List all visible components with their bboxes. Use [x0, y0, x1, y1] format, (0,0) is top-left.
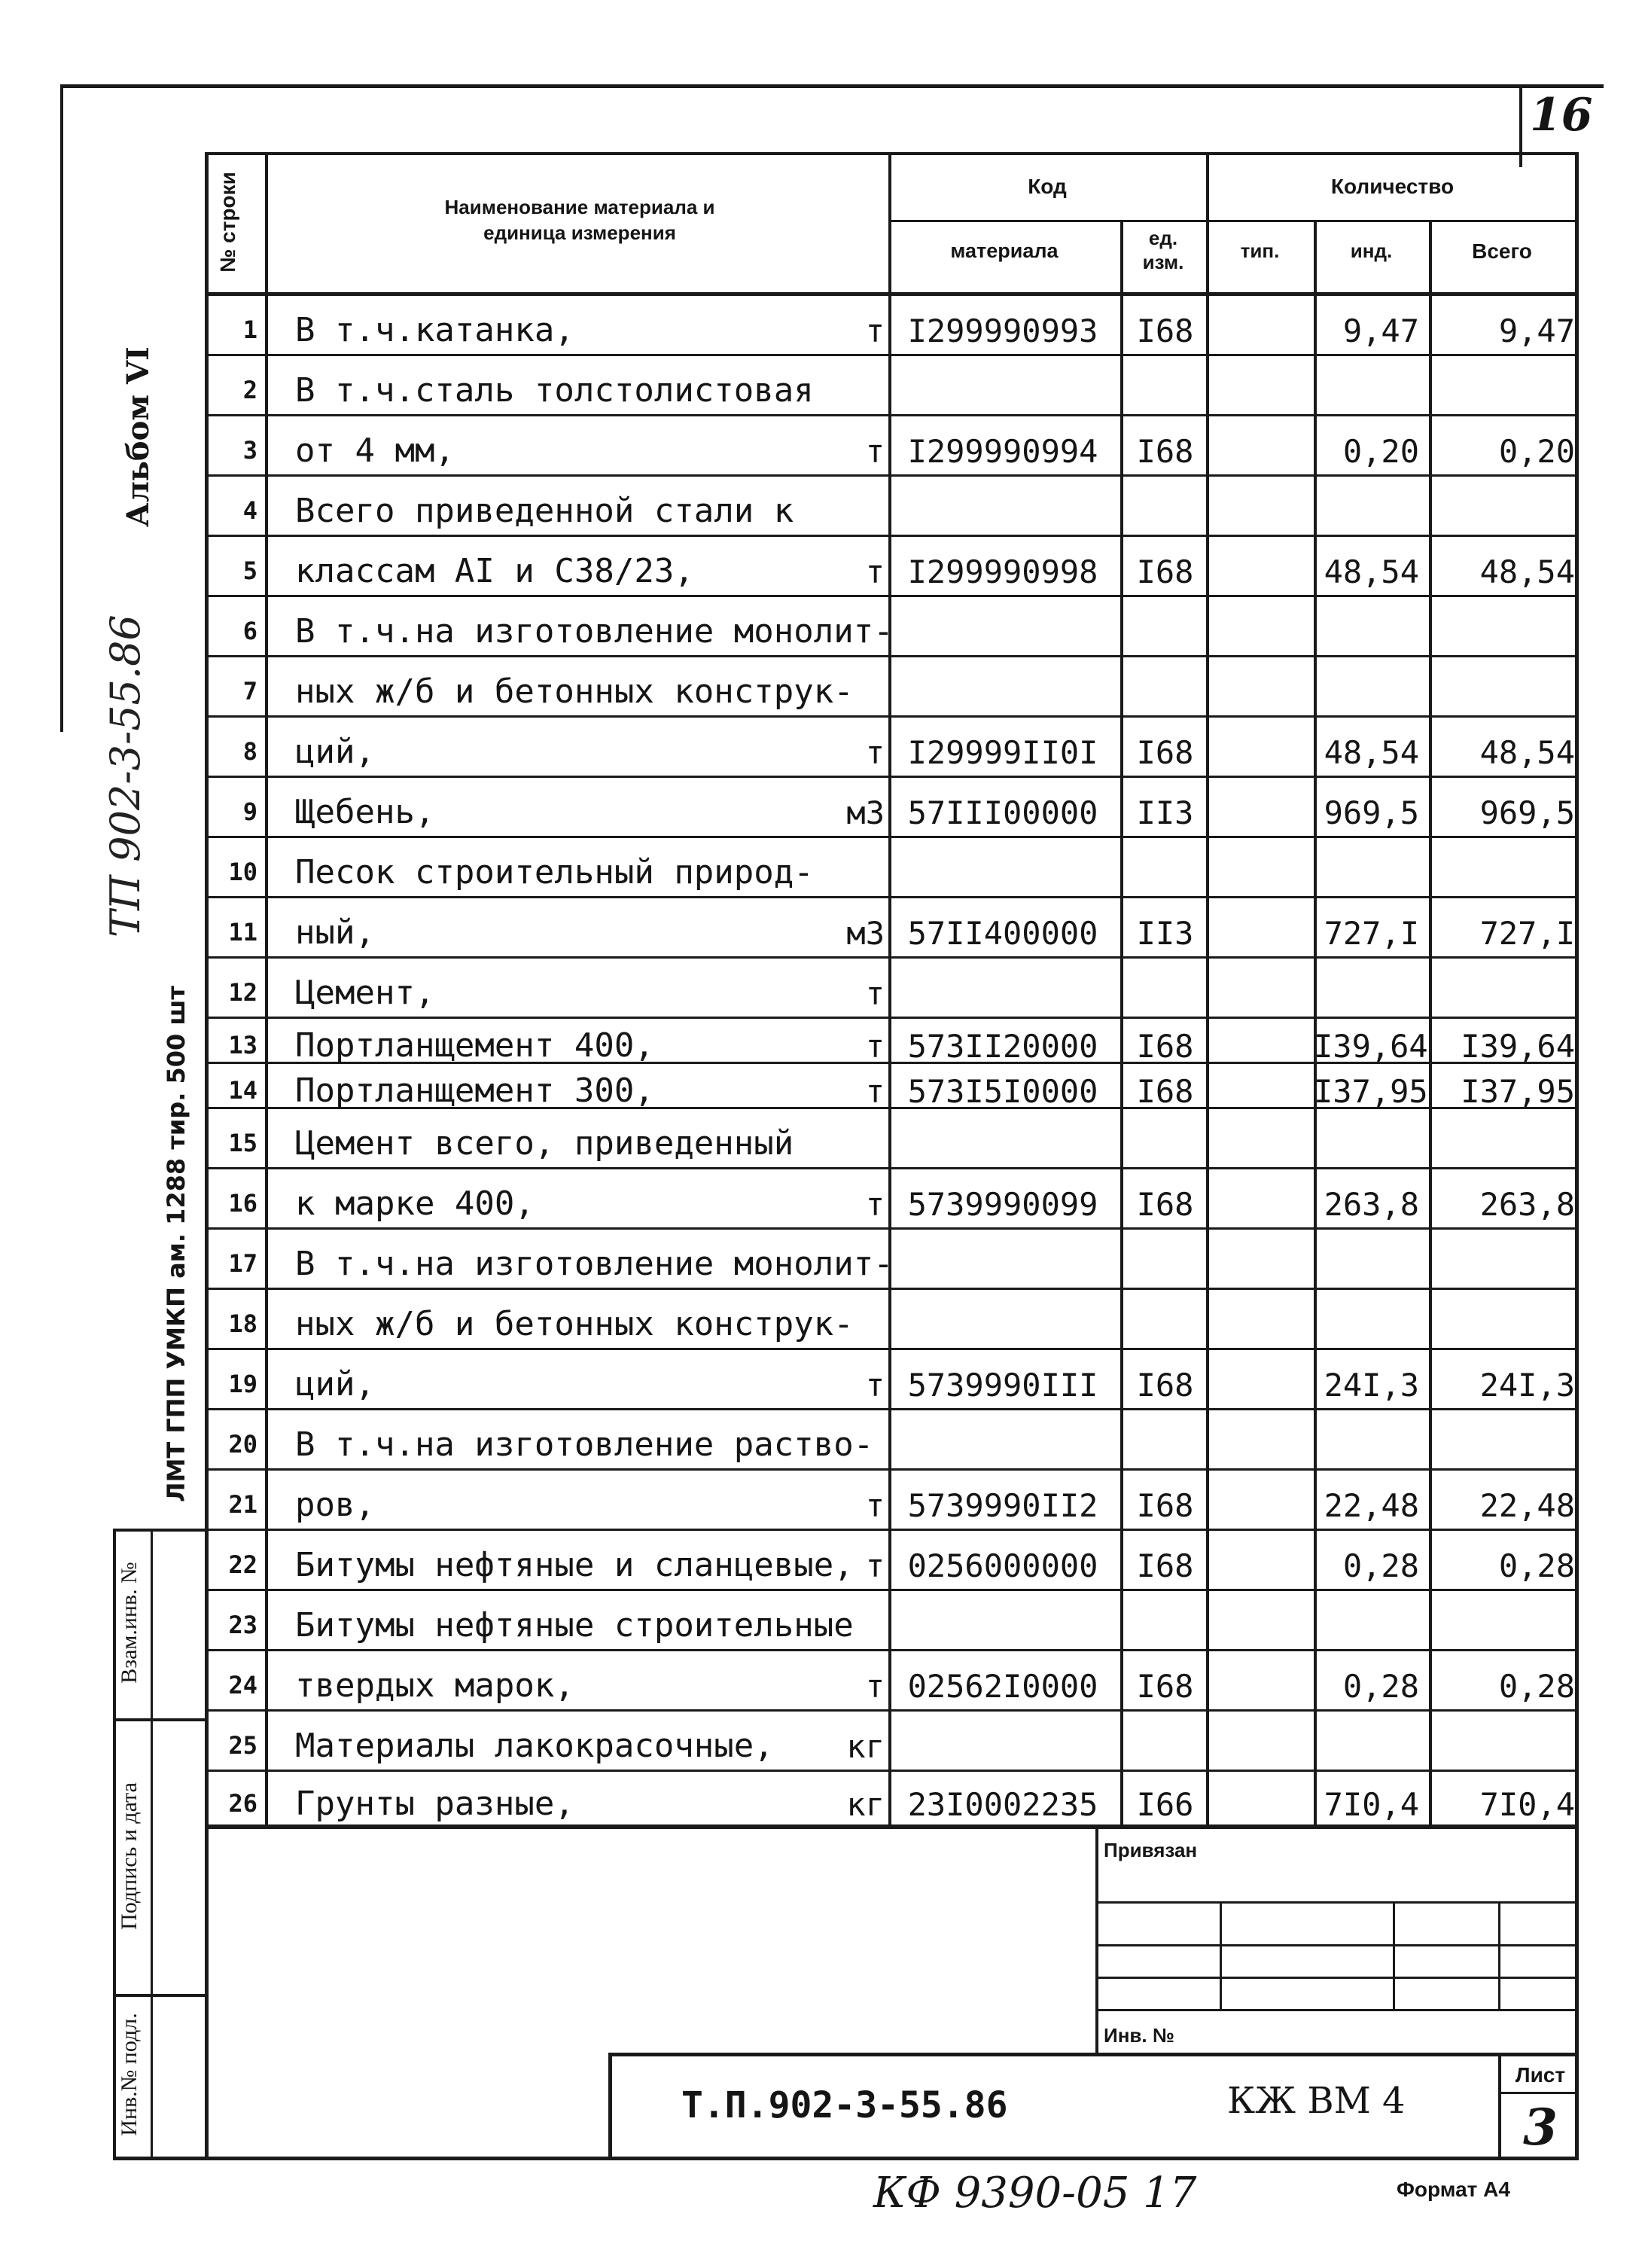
header-qty-total: Всего	[1472, 239, 1532, 263]
stamp-label-inv: Инв.№ подл.	[117, 2013, 142, 2136]
stamp-label-replace: Взам.инв. №	[117, 1562, 142, 1684]
row-divider	[205, 655, 1579, 657]
top-border	[60, 84, 1604, 88]
unit-of-measure: т	[865, 1668, 885, 1705]
bound-grid-h2	[1095, 1944, 1579, 1946]
quantity-total: 263,8	[1479, 1186, 1575, 1223]
bound-grid-v1	[1220, 1901, 1222, 2010]
row-number: 10	[228, 858, 257, 886]
quantity-individual: 969,5	[1324, 794, 1419, 831]
quantity-total: 48,54	[1479, 553, 1575, 590]
material-name: В т.ч.на изготовление монолит-	[295, 1245, 894, 1283]
unit-code: I68	[1136, 312, 1194, 349]
unit-of-measure: т	[865, 312, 885, 349]
unit-code: I68	[1136, 1028, 1194, 1065]
row-number: 24	[228, 1671, 257, 1699]
stamp-left-inner	[151, 1529, 153, 2160]
row-divider	[205, 354, 1579, 356]
row-number: 3	[242, 436, 257, 465]
row-number: 7	[242, 677, 257, 706]
material-code: I299990994	[907, 433, 1098, 470]
col-name-left	[265, 152, 268, 1828]
material-code: 5739990II2	[907, 1487, 1098, 1524]
row-divider	[205, 715, 1579, 718]
sheet-mark: КЖ ВМ 4	[1227, 2080, 1406, 2122]
unit-of-measure: м3	[846, 915, 885, 952]
material-name: В т.ч.на изготовление монолит-	[295, 612, 894, 651]
quantity-individual: 48,54	[1324, 734, 1419, 771]
row-divider	[205, 1649, 1579, 1651]
header-code-material: материала	[950, 239, 1059, 262]
material-name: ных ж/б и бетонных конструк-	[295, 672, 854, 711]
row-divider	[205, 1408, 1579, 1410]
material-code: 0256000000	[907, 1547, 1098, 1584]
unit-of-measure: т	[865, 734, 885, 771]
row-number: 6	[242, 617, 257, 645]
material-code: 23I0002235	[907, 1786, 1098, 1823]
material-name: Материалы лакокрасочные,	[295, 1727, 774, 1765]
row-number: 26	[228, 1789, 257, 1818]
material-name: В т.ч.на изготовление раство-	[295, 1425, 874, 1464]
row-number: 19	[228, 1370, 257, 1398]
document-code: Т.П.902-3-55.86	[681, 2084, 1008, 2126]
material-name: ный,	[295, 913, 375, 952]
quantity-total: 0,20	[1498, 433, 1575, 470]
material-code: 57III00000	[907, 794, 1098, 831]
bound-box-left	[1095, 1828, 1098, 2054]
quantity-individual: 0,28	[1342, 1547, 1419, 1584]
header-qty-group: Количество	[1330, 175, 1455, 198]
unit-of-measure: т	[865, 1487, 885, 1524]
bound-grid-v3	[1498, 1901, 1500, 2010]
material-name: ров,	[295, 1486, 375, 1524]
header-row-number: № строки	[216, 172, 239, 273]
title-box-top	[608, 2053, 1579, 2056]
unit-of-measure: т	[865, 433, 885, 470]
row-number: 4	[242, 496, 257, 525]
row-divider	[205, 1167, 1579, 1169]
quantity-total: 969,5	[1479, 794, 1575, 831]
page-number: 16	[1530, 89, 1593, 142]
unit-code: II3	[1136, 794, 1194, 831]
material-code: 5739990III	[907, 1367, 1098, 1404]
material-name: Грунты разные,	[295, 1785, 574, 1823]
row-divider	[205, 1017, 1579, 1019]
header-code-group: Код	[1028, 175, 1067, 198]
quantity-total: 0,28	[1498, 1547, 1575, 1584]
material-name: Битумы нефтяные строительные	[295, 1606, 854, 1645]
title-box-left	[608, 2053, 612, 2160]
stamp-left-div1	[113, 1718, 207, 1721]
material-code: I299990998	[907, 553, 1098, 590]
material-name: Битумы нефтяные и сланцевые,	[295, 1546, 854, 1584]
row-number: 2	[242, 376, 257, 404]
row-number: 9	[242, 797, 257, 826]
unit-code: I68	[1136, 1073, 1194, 1110]
material-code: 573II20000	[907, 1028, 1098, 1065]
quantity-individual: 24I,3	[1324, 1367, 1419, 1404]
sheet-box-left	[1498, 2053, 1501, 2160]
material-code: 02562I0000	[907, 1668, 1098, 1705]
unit-code: I68	[1136, 1367, 1194, 1404]
row-divider	[205, 1227, 1579, 1230]
bound-grid-h1	[1095, 1901, 1579, 1904]
row-divider	[205, 1348, 1579, 1350]
material-code: I29999II0I	[907, 734, 1098, 771]
row-divider	[205, 896, 1579, 898]
unit-of-measure: м3	[846, 794, 885, 831]
row-number: 20	[228, 1430, 257, 1459]
header-sub-divider	[888, 220, 1579, 222]
unit-code: I68	[1136, 433, 1194, 470]
unit-code: I66	[1136, 1786, 1194, 1823]
row-number: 15	[228, 1129, 257, 1157]
row-number: 17	[228, 1249, 257, 1278]
unit-of-measure: т	[865, 975, 885, 1012]
left-margin-line	[60, 84, 63, 732]
material-name: ций,	[295, 1365, 375, 1404]
quantity-individual: 9,47	[1342, 312, 1419, 349]
row-number: 5	[242, 556, 257, 585]
stamp-left-div2	[113, 1994, 207, 1997]
unit-of-measure: т	[865, 1367, 885, 1404]
unit-of-measure: т	[865, 553, 885, 590]
unit-code: I68	[1136, 1668, 1194, 1705]
quantity-total: 727,I	[1479, 915, 1575, 952]
quantity-total: 0,28	[1498, 1668, 1575, 1705]
material-name: к марке 400,	[295, 1184, 535, 1223]
material-name: ных ж/б и бетонных конструк-	[295, 1305, 854, 1343]
quantity-individual: 48,54	[1324, 553, 1419, 590]
row-number: 16	[228, 1189, 257, 1218]
material-name: Портланщемент 400,	[295, 1026, 654, 1065]
material-code: 5739990099	[907, 1186, 1098, 1223]
quantity-individual: 0,20	[1342, 433, 1419, 470]
project-code-handwritten: ТП 902-3-55.86	[102, 614, 149, 937]
table-bottom-border	[113, 2157, 1579, 2160]
material-code: 573I5I0000	[907, 1073, 1098, 1110]
quantity-individual: 22,48	[1324, 1487, 1419, 1524]
row-divider	[205, 1589, 1579, 1591]
unit-of-measure: т	[865, 1028, 885, 1065]
material-code: I299990993	[907, 312, 1098, 349]
header-qty-type: тип.	[1240, 239, 1280, 262]
stamp-left-outer	[113, 1529, 116, 2160]
material-name: Песок строительный природ-	[295, 853, 814, 892]
row-divider	[205, 836, 1579, 838]
row-number: 11	[228, 918, 257, 947]
format-label: Формат А4	[1397, 2178, 1510, 2201]
stamp-left-top	[113, 1529, 207, 1532]
bound-grid-h4	[1095, 2009, 1579, 2011]
row-divider	[205, 1288, 1579, 1290]
album-label: Альбом VI	[120, 346, 156, 527]
material-name: Портланщемент 300,	[295, 1072, 654, 1110]
header-name: Наименование материала и единица измерения	[444, 196, 715, 244]
bound-label: Привязан	[1104, 1839, 1198, 1861]
row-divider	[205, 1468, 1579, 1471]
quantity-total: I37,95	[1461, 1073, 1575, 1110]
material-name: Всего приведенной стали к	[295, 492, 794, 530]
inv-label: Инв. №	[1104, 2024, 1174, 2047]
row-divider	[205, 595, 1579, 597]
table-right-border	[1575, 152, 1579, 2159]
unit-code: I68	[1136, 734, 1194, 771]
table-top-border	[205, 152, 1579, 155]
row-number: 22	[228, 1550, 257, 1579]
quantity-total: 7I0,4	[1479, 1786, 1575, 1823]
material-name: Цемент,	[295, 974, 435, 1012]
quantity-total: 9,47	[1498, 312, 1575, 349]
material-name: Щебень,	[295, 793, 435, 831]
material-code: 57II400000	[907, 915, 1098, 952]
sheet-label: Лист	[1515, 2063, 1566, 2087]
material-name: ций,	[295, 733, 375, 771]
bound-grid-v2	[1393, 1901, 1395, 2010]
unit-code: I68	[1136, 553, 1194, 590]
bound-grid-h3	[1095, 1977, 1579, 1979]
quantity-total: 24I,3	[1479, 1367, 1575, 1404]
quantity-total: I39,64	[1461, 1028, 1575, 1065]
row-number: 25	[228, 1731, 257, 1760]
row-number: 23	[228, 1611, 257, 1639]
unit-of-measure: кг	[846, 1786, 885, 1823]
header-bottom-border	[205, 292, 1579, 296]
quantity-individual: 727,I	[1324, 915, 1419, 952]
row-divider	[205, 1709, 1579, 1712]
unit-of-measure: т	[865, 1186, 885, 1223]
stamp-label-sign: Подпись и дата	[117, 1782, 142, 1930]
quantity-individual: 263,8	[1324, 1186, 1419, 1223]
unit-of-measure: кг	[846, 1728, 885, 1765]
unit-code: II3	[1136, 915, 1194, 952]
header-code-unit: ед. изм.	[1142, 227, 1184, 273]
row-number: 1	[242, 316, 257, 344]
row-divider	[205, 1529, 1579, 1531]
row-divider	[205, 474, 1579, 477]
quantity-individual: I39,64	[1314, 1028, 1428, 1065]
quantity-individual: I37,95	[1314, 1073, 1428, 1110]
unit-code: I68	[1136, 1547, 1194, 1584]
header-qty-ind: инд.	[1350, 239, 1393, 262]
material-name: Цемент всего, приведенный	[295, 1124, 794, 1163]
archive-code-handwritten: КФ 9390-05 17	[873, 2169, 1197, 2218]
row-divider	[205, 776, 1579, 778]
quantity-individual: 0,28	[1342, 1668, 1419, 1705]
unit-code: I68	[1136, 1186, 1194, 1223]
archive-stamp-label: ЛМТ ГПП УМКП ам. 1288 тир. 500 шт	[162, 986, 190, 1502]
row-divider	[205, 1770, 1579, 1772]
quantity-individual: 7I0,4	[1324, 1786, 1419, 1823]
row-number: 8	[242, 737, 257, 766]
material-name: В т.ч.сталь толстолистовая	[295, 371, 814, 410]
material-name: классам AI и C38/23,	[295, 552, 694, 590]
row-number: 14	[228, 1076, 257, 1105]
row-number: 13	[228, 1031, 257, 1059]
row-divider	[205, 1824, 1579, 1827]
unit-code: I68	[1136, 1487, 1194, 1524]
quantity-total: 48,54	[1479, 734, 1575, 771]
material-name: В т.ч.катанка,	[295, 311, 574, 349]
sheet-number: 3	[1523, 2098, 1558, 2157]
row-divider	[205, 414, 1579, 416]
row-divider	[205, 956, 1579, 959]
quantity-total: 22,48	[1479, 1487, 1575, 1524]
row-divider	[205, 535, 1579, 537]
row-number: 18	[228, 1309, 257, 1338]
row-number: 21	[228, 1490, 257, 1519]
unit-of-measure: т	[865, 1547, 885, 1584]
unit-of-measure: т	[865, 1073, 885, 1110]
row-number: 12	[228, 978, 257, 1007]
material-name: твердых марок,	[295, 1666, 574, 1705]
material-name: от 4 мм,	[295, 431, 455, 470]
sheet-box-divider	[1498, 2092, 1579, 2094]
